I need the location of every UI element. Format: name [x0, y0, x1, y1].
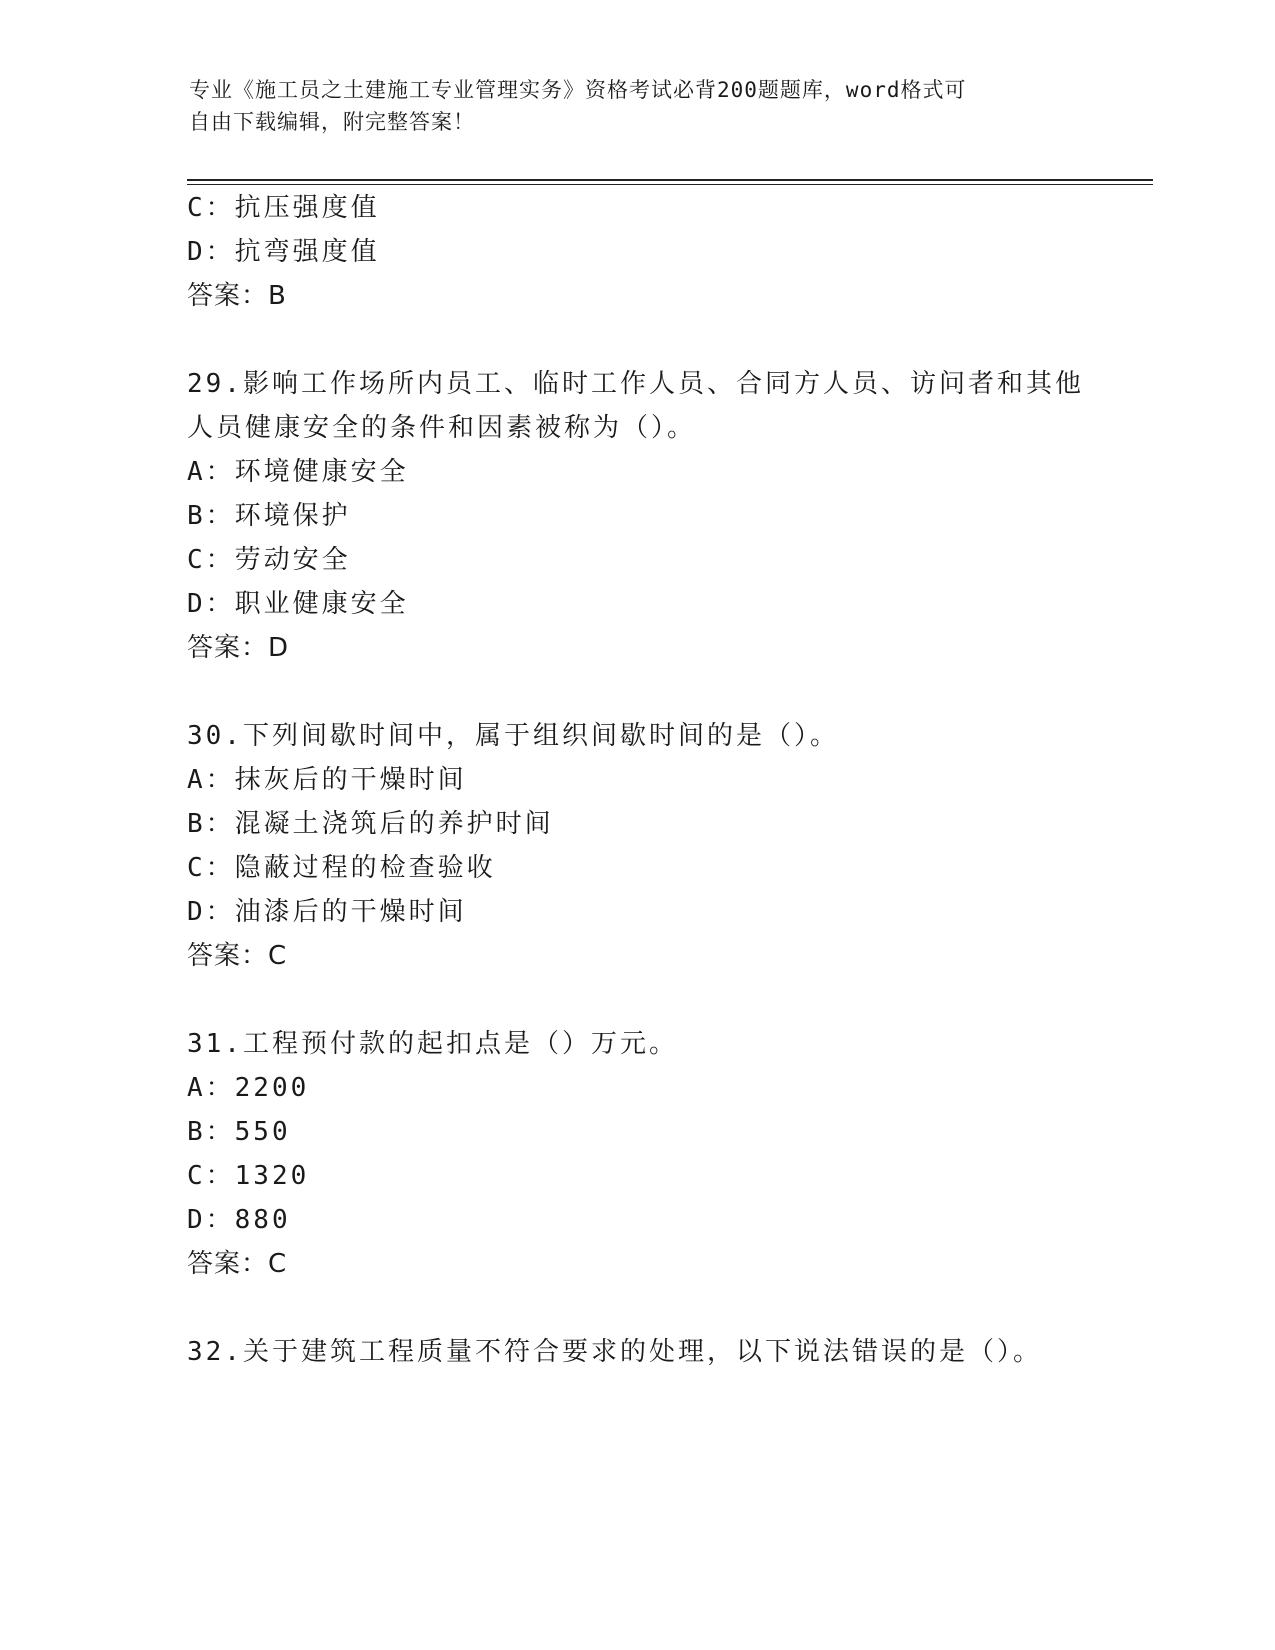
q30-answer: 答案：C [187, 941, 288, 971]
prev-option-c: C：抗压强度值 [187, 193, 380, 223]
q31-answer: 答案：C [187, 1249, 288, 1279]
q29-option-c: C：劳动安全 [187, 545, 351, 575]
q30-option-a: A：抹灰后的干燥时间 [187, 765, 467, 795]
q29-option-a: A：环境健康安全 [187, 457, 409, 487]
q30-option-d: D：油漆后的干燥时间 [187, 897, 467, 927]
q29-stem-line-2: 人员健康安全的条件和因素被称为（）。 [187, 413, 697, 443]
q31-stem: 31.工程预付款的起扣点是（）万元。 [187, 1029, 678, 1059]
q29-option-b: B：环境保护 [187, 501, 351, 531]
prev-answer: 答案：B [187, 281, 287, 311]
document-header [189, 74, 1089, 138]
q31-option-c: C：1320 [187, 1161, 310, 1191]
q29-answer: 答案：D [187, 633, 290, 663]
q32-stem: 32.关于建筑工程质量不符合要求的处理，以下说法错误的是（）。 [187, 1337, 1042, 1367]
q30-stem: 30.下列间歇时间中，属于组织间歇时间的是（）。 [187, 721, 839, 751]
q31-option-b: B：550 [187, 1117, 291, 1147]
header-divider-thin [187, 184, 1153, 185]
q29-stem-line-1: 29.影响工作场所内员工、临时工作人员、合同方人员、访问者和其他 [187, 369, 1084, 399]
prev-option-d: D：抗弯强度值 [187, 237, 380, 267]
q30-option-c: C：隐蔽过程的检查验收 [187, 853, 496, 883]
q29-option-d: D：职业健康安全 [187, 589, 409, 619]
header-line-2: 自由下载编辑，附完整答案！ [189, 110, 475, 134]
q30-option-b: B：混凝土浇筑后的养护时间 [187, 809, 554, 839]
q31-option-d: D：880 [187, 1205, 291, 1235]
header-line-1: 专业《施工员之土建施工专业管理实务》资格考试必背200题题库，word格式可 [189, 78, 967, 102]
header-divider-thick [187, 179, 1153, 181]
q31-option-a: A：2200 [187, 1073, 310, 1103]
